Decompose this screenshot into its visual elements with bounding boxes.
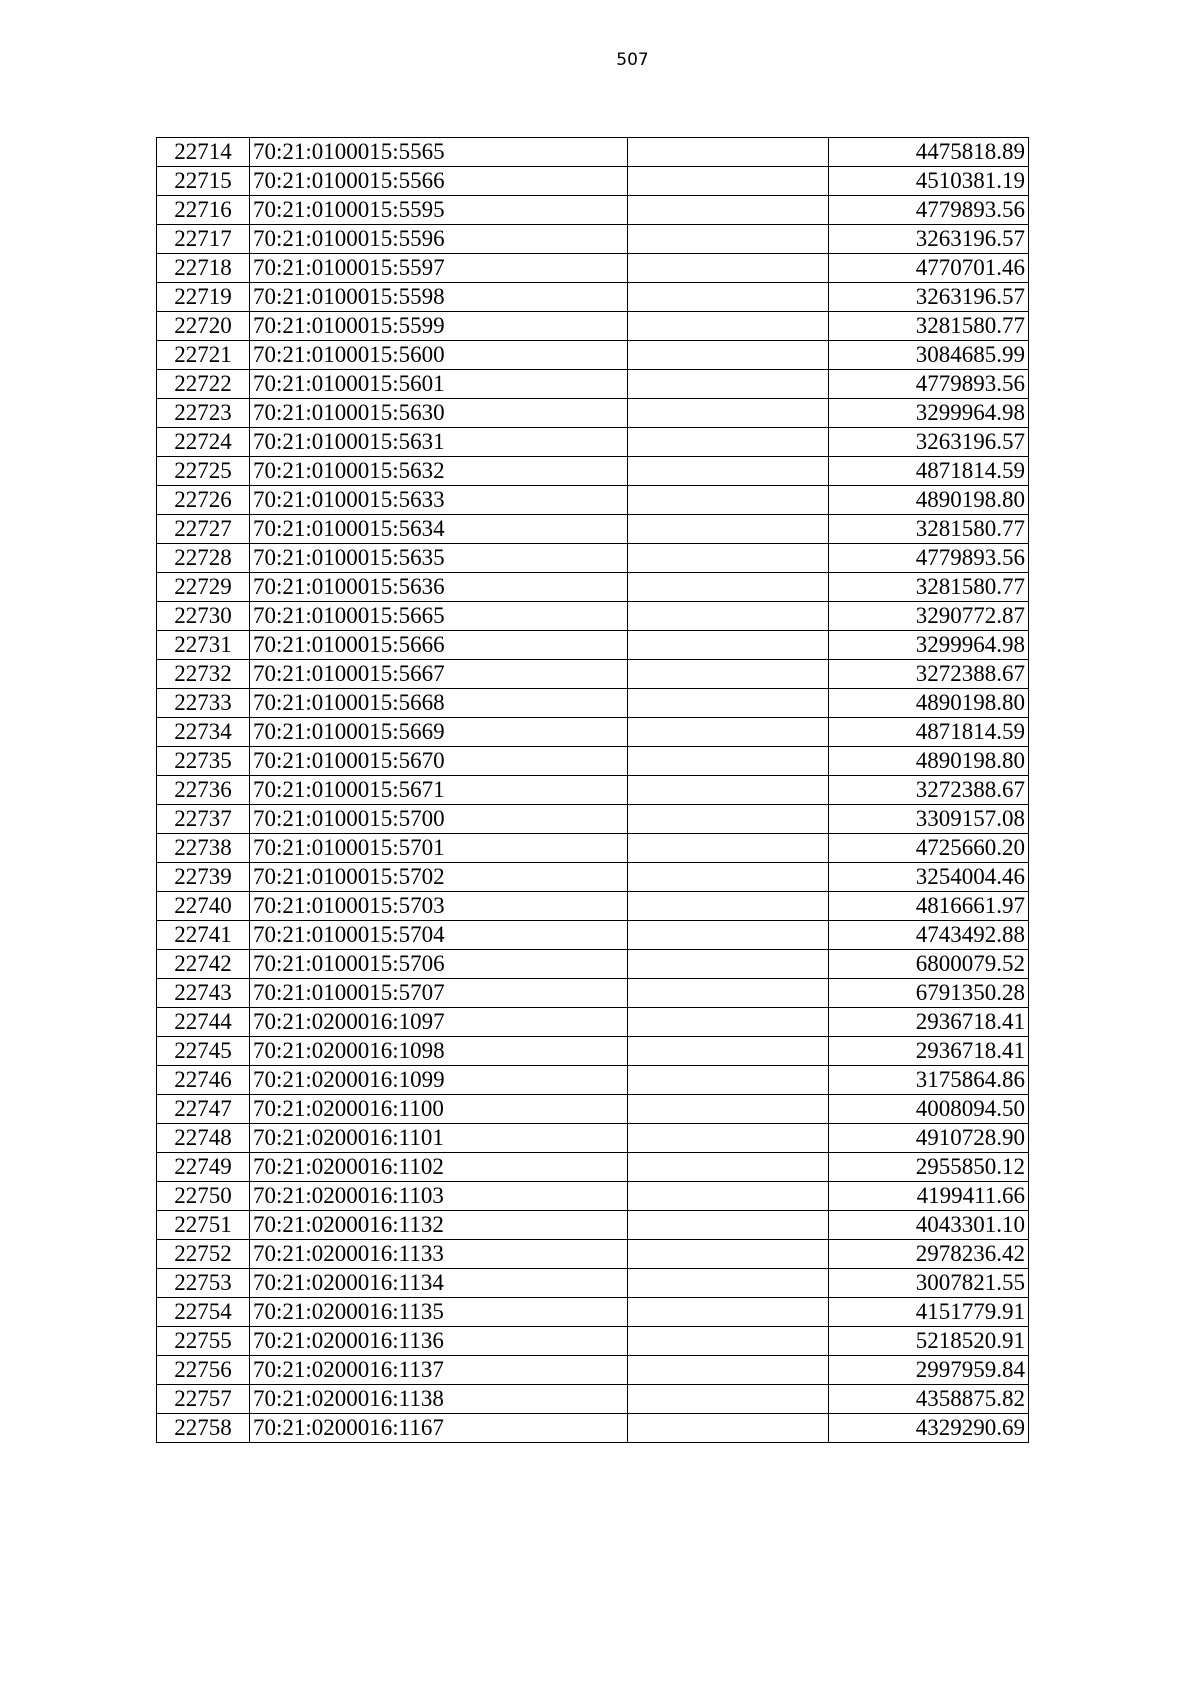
cadastral-number-cell: 70:21:0100015:5599 <box>250 312 628 341</box>
value-cell: 4151779.91 <box>828 1298 1029 1327</box>
empty-cell <box>628 689 829 718</box>
row-number-cell: 22756 <box>157 1356 250 1385</box>
cadastral-number-cell: 70:21:0100015:5704 <box>250 921 628 950</box>
value-cell: 2978236.42 <box>828 1240 1029 1269</box>
cadastral-number-cell: 70:21:0100015:5596 <box>250 225 628 254</box>
value-cell: 4510381.19 <box>828 167 1029 196</box>
table-row <box>157 1385 1029 1414</box>
row-number-cell: 22722 <box>157 370 250 399</box>
empty-cell <box>628 1008 829 1037</box>
value-cell: 3272388.67 <box>828 660 1029 689</box>
row-number-cell: 22731 <box>157 631 250 660</box>
empty-cell <box>628 486 829 515</box>
table-row <box>157 457 1029 486</box>
table-row <box>157 834 1029 863</box>
empty-cell <box>628 341 829 370</box>
row-number-cell: 22740 <box>157 892 250 921</box>
value-cell: 3263196.57 <box>828 428 1029 457</box>
empty-cell <box>628 892 829 921</box>
value-cell: 3263196.57 <box>828 225 1029 254</box>
cadastral-number-cell: 70:21:0100015:5668 <box>250 689 628 718</box>
table-row <box>157 1356 1029 1385</box>
empty-cell <box>628 1356 829 1385</box>
empty-cell <box>628 515 829 544</box>
value-cell: 4779893.56 <box>828 544 1029 573</box>
empty-cell <box>628 863 829 892</box>
row-number-cell: 22732 <box>157 660 250 689</box>
row-number-cell: 22749 <box>157 1153 250 1182</box>
value-cell: 3175864.86 <box>828 1066 1029 1095</box>
value-cell: 4871814.59 <box>828 457 1029 486</box>
value-cell: 3263196.57 <box>828 283 1029 312</box>
cadastral-number-cell: 70:21:0100015:5703 <box>250 892 628 921</box>
table-row <box>157 602 1029 631</box>
cadastral-number-cell: 70:21:0100015:5670 <box>250 747 628 776</box>
row-number-cell: 22728 <box>157 544 250 573</box>
empty-cell <box>628 921 829 950</box>
cadastral-number-cell: 70:21:0100015:5601 <box>250 370 628 399</box>
cadastral-number-cell: 70:21:0100015:5630 <box>250 399 628 428</box>
empty-cell <box>628 834 829 863</box>
cadastral-number-cell: 70:21:0100015:5666 <box>250 631 628 660</box>
table-row <box>157 486 1029 515</box>
cadastral-number-cell: 70:21:0200016:1102 <box>250 1153 628 1182</box>
value-cell: 4329290.69 <box>828 1414 1029 1443</box>
table-row <box>157 921 1029 950</box>
empty-cell <box>628 776 829 805</box>
cadastral-number-cell: 70:21:0100015:5671 <box>250 776 628 805</box>
row-number-cell: 22744 <box>157 1008 250 1037</box>
cadastral-number-cell: 70:21:0200016:1101 <box>250 1124 628 1153</box>
empty-cell <box>628 312 829 341</box>
row-number-cell: 22739 <box>157 863 250 892</box>
cadastral-number-cell: 70:21:0200016:1138 <box>250 1385 628 1414</box>
value-cell: 3281580.77 <box>828 573 1029 602</box>
value-cell: 6800079.52 <box>828 950 1029 979</box>
value-cell: 3299964.98 <box>828 399 1029 428</box>
value-cell: 4890198.80 <box>828 747 1029 776</box>
row-number-cell: 22733 <box>157 689 250 718</box>
empty-cell <box>628 573 829 602</box>
empty-cell <box>628 196 829 225</box>
row-number-cell: 22753 <box>157 1269 250 1298</box>
value-cell: 3084685.99 <box>828 341 1029 370</box>
empty-cell <box>628 1066 829 1095</box>
row-number-cell: 22724 <box>157 428 250 457</box>
table-row <box>157 283 1029 312</box>
value-cell: 4008094.50 <box>828 1095 1029 1124</box>
table-row <box>157 776 1029 805</box>
value-cell: 3309157.08 <box>828 805 1029 834</box>
empty-cell <box>628 399 829 428</box>
table-row <box>157 399 1029 428</box>
empty-cell <box>628 138 829 167</box>
table-row <box>157 1269 1029 1298</box>
row-number-cell: 22757 <box>157 1385 250 1414</box>
value-cell: 2936718.41 <box>828 1037 1029 1066</box>
table-row <box>157 1095 1029 1124</box>
row-number-cell: 22751 <box>157 1211 250 1240</box>
table-row <box>157 950 1029 979</box>
value-cell: 4770701.46 <box>828 254 1029 283</box>
table-row <box>157 370 1029 399</box>
value-cell: 4199411.66 <box>828 1182 1029 1211</box>
value-cell: 4871814.59 <box>828 718 1029 747</box>
empty-cell <box>628 283 829 312</box>
empty-cell <box>628 602 829 631</box>
row-number-cell: 22735 <box>157 747 250 776</box>
row-number-cell: 22741 <box>157 921 250 950</box>
value-cell: 5218520.91 <box>828 1327 1029 1356</box>
empty-cell <box>628 1037 829 1066</box>
cadastral-number-cell: 70:21:0100015:5701 <box>250 834 628 863</box>
page-number: 507 <box>616 50 649 70</box>
cadastral-number-cell: 70:21:0200016:1103 <box>250 1182 628 1211</box>
table-row <box>157 341 1029 370</box>
table-row <box>157 863 1029 892</box>
cadastral-number-cell: 70:21:0200016:1136 <box>250 1327 628 1356</box>
row-number-cell: 22743 <box>157 979 250 1008</box>
table-row <box>157 805 1029 834</box>
cadastral-number-cell: 70:21:0200016:1134 <box>250 1269 628 1298</box>
empty-cell <box>628 660 829 689</box>
row-number-cell: 22723 <box>157 399 250 428</box>
empty-cell <box>628 1124 829 1153</box>
value-cell: 2955850.12 <box>828 1153 1029 1182</box>
row-number-cell: 22734 <box>157 718 250 747</box>
table-row <box>157 1414 1029 1443</box>
value-cell: 4743492.88 <box>828 921 1029 950</box>
cadastral-number-cell: 70:21:0100015:5600 <box>250 341 628 370</box>
value-cell: 2936718.41 <box>828 1008 1029 1037</box>
empty-cell <box>628 1240 829 1269</box>
row-number-cell: 22714 <box>157 138 250 167</box>
empty-cell <box>628 457 829 486</box>
empty-cell <box>628 1182 829 1211</box>
cadastral-number-cell: 70:21:0200016:1099 <box>250 1066 628 1095</box>
row-number-cell: 22742 <box>157 950 250 979</box>
cadastral-number-cell: 70:21:0100015:5633 <box>250 486 628 515</box>
row-number-cell: 22717 <box>157 225 250 254</box>
row-number-cell: 22754 <box>157 1298 250 1327</box>
cadastral-number-cell: 70:21:0100015:5669 <box>250 718 628 747</box>
row-number-cell: 22719 <box>157 283 250 312</box>
table-row <box>157 225 1029 254</box>
row-number-cell: 22718 <box>157 254 250 283</box>
table-row <box>157 1182 1029 1211</box>
empty-cell <box>628 254 829 283</box>
row-number-cell: 22736 <box>157 776 250 805</box>
cadastral-number-cell: 70:21:0100015:5707 <box>250 979 628 1008</box>
table-row <box>157 718 1029 747</box>
table-row <box>157 138 1029 167</box>
cadastral-number-cell: 70:21:0200016:1133 <box>250 1240 628 1269</box>
cadastral-number-cell: 70:21:0100015:5631 <box>250 428 628 457</box>
row-number-cell: 22727 <box>157 515 250 544</box>
value-cell: 4890198.80 <box>828 486 1029 515</box>
cadastral-number-cell: 70:21:0100015:5632 <box>250 457 628 486</box>
value-cell: 3290772.87 <box>828 602 1029 631</box>
empty-cell <box>628 370 829 399</box>
row-number-cell: 22752 <box>157 1240 250 1269</box>
value-cell: 4779893.56 <box>828 370 1029 399</box>
table-row <box>157 660 1029 689</box>
table-row <box>157 1211 1029 1240</box>
value-cell: 4779893.56 <box>828 196 1029 225</box>
table-row <box>157 1124 1029 1153</box>
empty-cell <box>628 979 829 1008</box>
value-cell: 4890198.80 <box>828 689 1029 718</box>
row-number-cell: 22720 <box>157 312 250 341</box>
cadastral-number-cell: 70:21:0100015:5634 <box>250 515 628 544</box>
empty-cell <box>628 1327 829 1356</box>
value-cell: 2997959.84 <box>828 1356 1029 1385</box>
cadastral-number-cell: 70:21:0200016:1100 <box>250 1095 628 1124</box>
table-row <box>157 1037 1029 1066</box>
empty-cell <box>628 1211 829 1240</box>
cadastral-number-cell: 70:21:0200016:1097 <box>250 1008 628 1037</box>
table-row <box>157 892 1029 921</box>
row-number-cell: 22715 <box>157 167 250 196</box>
table-row <box>157 573 1029 602</box>
value-cell: 6791350.28 <box>828 979 1029 1008</box>
empty-cell <box>628 1298 829 1327</box>
cadastral-number-cell: 70:21:0200016:1167 <box>250 1414 628 1443</box>
row-number-cell: 22748 <box>157 1124 250 1153</box>
empty-cell <box>628 1385 829 1414</box>
row-number-cell: 22725 <box>157 457 250 486</box>
table-row <box>157 979 1029 1008</box>
table-row <box>157 544 1029 573</box>
empty-cell <box>628 631 829 660</box>
row-number-cell: 22745 <box>157 1037 250 1066</box>
empty-cell <box>628 718 829 747</box>
cadastral-number-cell: 70:21:0200016:1132 <box>250 1211 628 1240</box>
empty-cell <box>628 805 829 834</box>
row-number-cell: 22747 <box>157 1095 250 1124</box>
cadastral-number-cell: 70:21:0100015:5702 <box>250 863 628 892</box>
value-cell: 3272388.67 <box>828 776 1029 805</box>
cadastral-number-cell: 70:21:0100015:5595 <box>250 196 628 225</box>
empty-cell <box>628 1414 829 1443</box>
table-row <box>157 747 1029 776</box>
value-cell: 4475818.89 <box>828 138 1029 167</box>
table-row <box>157 689 1029 718</box>
table-row <box>157 515 1029 544</box>
table-body <box>157 138 1029 1443</box>
value-cell: 3254004.46 <box>828 863 1029 892</box>
value-cell: 3281580.77 <box>828 515 1029 544</box>
empty-cell <box>628 225 829 254</box>
row-number-cell: 22726 <box>157 486 250 515</box>
table-row <box>157 312 1029 341</box>
cadastral-number-cell: 70:21:0100015:5665 <box>250 602 628 631</box>
row-number-cell: 22737 <box>157 805 250 834</box>
cadastral-number-cell: 70:21:0100015:5566 <box>250 167 628 196</box>
cadastral-number-cell: 70:21:0200016:1135 <box>250 1298 628 1327</box>
row-number-cell: 22716 <box>157 196 250 225</box>
table-row <box>157 428 1029 457</box>
cadastral-number-cell: 70:21:0100015:5706 <box>250 950 628 979</box>
table-row <box>157 631 1029 660</box>
table-row <box>157 1153 1029 1182</box>
row-number-cell: 22746 <box>157 1066 250 1095</box>
row-number-cell: 22758 <box>157 1414 250 1443</box>
value-cell: 4358875.82 <box>828 1385 1029 1414</box>
value-cell: 3299964.98 <box>828 631 1029 660</box>
cadastral-number-cell: 70:21:0100015:5700 <box>250 805 628 834</box>
empty-cell <box>628 1153 829 1182</box>
value-cell: 4043301.10 <box>828 1211 1029 1240</box>
cadastral-number-cell: 70:21:0100015:5635 <box>250 544 628 573</box>
empty-cell <box>628 1095 829 1124</box>
row-number-cell: 22750 <box>157 1182 250 1211</box>
value-cell: 4910728.90 <box>828 1124 1029 1153</box>
cadastral-number-cell: 70:21:0100015:5565 <box>250 138 628 167</box>
empty-cell <box>628 747 829 776</box>
value-cell: 4725660.20 <box>828 834 1029 863</box>
cadastral-number-cell: 70:21:0100015:5667 <box>250 660 628 689</box>
row-number-cell: 22738 <box>157 834 250 863</box>
empty-cell <box>628 544 829 573</box>
table-row <box>157 196 1029 225</box>
table-row <box>157 1008 1029 1037</box>
row-number-cell: 22730 <box>157 602 250 631</box>
row-number-cell: 22729 <box>157 573 250 602</box>
table-row <box>157 254 1029 283</box>
value-cell: 3281580.77 <box>828 312 1029 341</box>
table-row <box>157 1066 1029 1095</box>
cadastral-number-cell: 70:21:0200016:1098 <box>250 1037 628 1066</box>
empty-cell <box>628 950 829 979</box>
table-row <box>157 1240 1029 1269</box>
empty-cell <box>628 1269 829 1298</box>
cadastral-number-cell: 70:21:0100015:5598 <box>250 283 628 312</box>
table-row <box>157 167 1029 196</box>
cadastral-number-cell: 70:21:0100015:5597 <box>250 254 628 283</box>
cadastral-number-cell: 70:21:0200016:1137 <box>250 1356 628 1385</box>
value-cell: 3007821.55 <box>828 1269 1029 1298</box>
empty-cell <box>628 428 829 457</box>
row-number-cell: 22755 <box>157 1327 250 1356</box>
table-row <box>157 1327 1029 1356</box>
value-cell: 4816661.97 <box>828 892 1029 921</box>
table-row <box>157 1298 1029 1327</box>
empty-cell <box>628 167 829 196</box>
cadastral-value-table <box>156 137 1029 1443</box>
cadastral-number-cell: 70:21:0100015:5636 <box>250 573 628 602</box>
row-number-cell: 22721 <box>157 341 250 370</box>
